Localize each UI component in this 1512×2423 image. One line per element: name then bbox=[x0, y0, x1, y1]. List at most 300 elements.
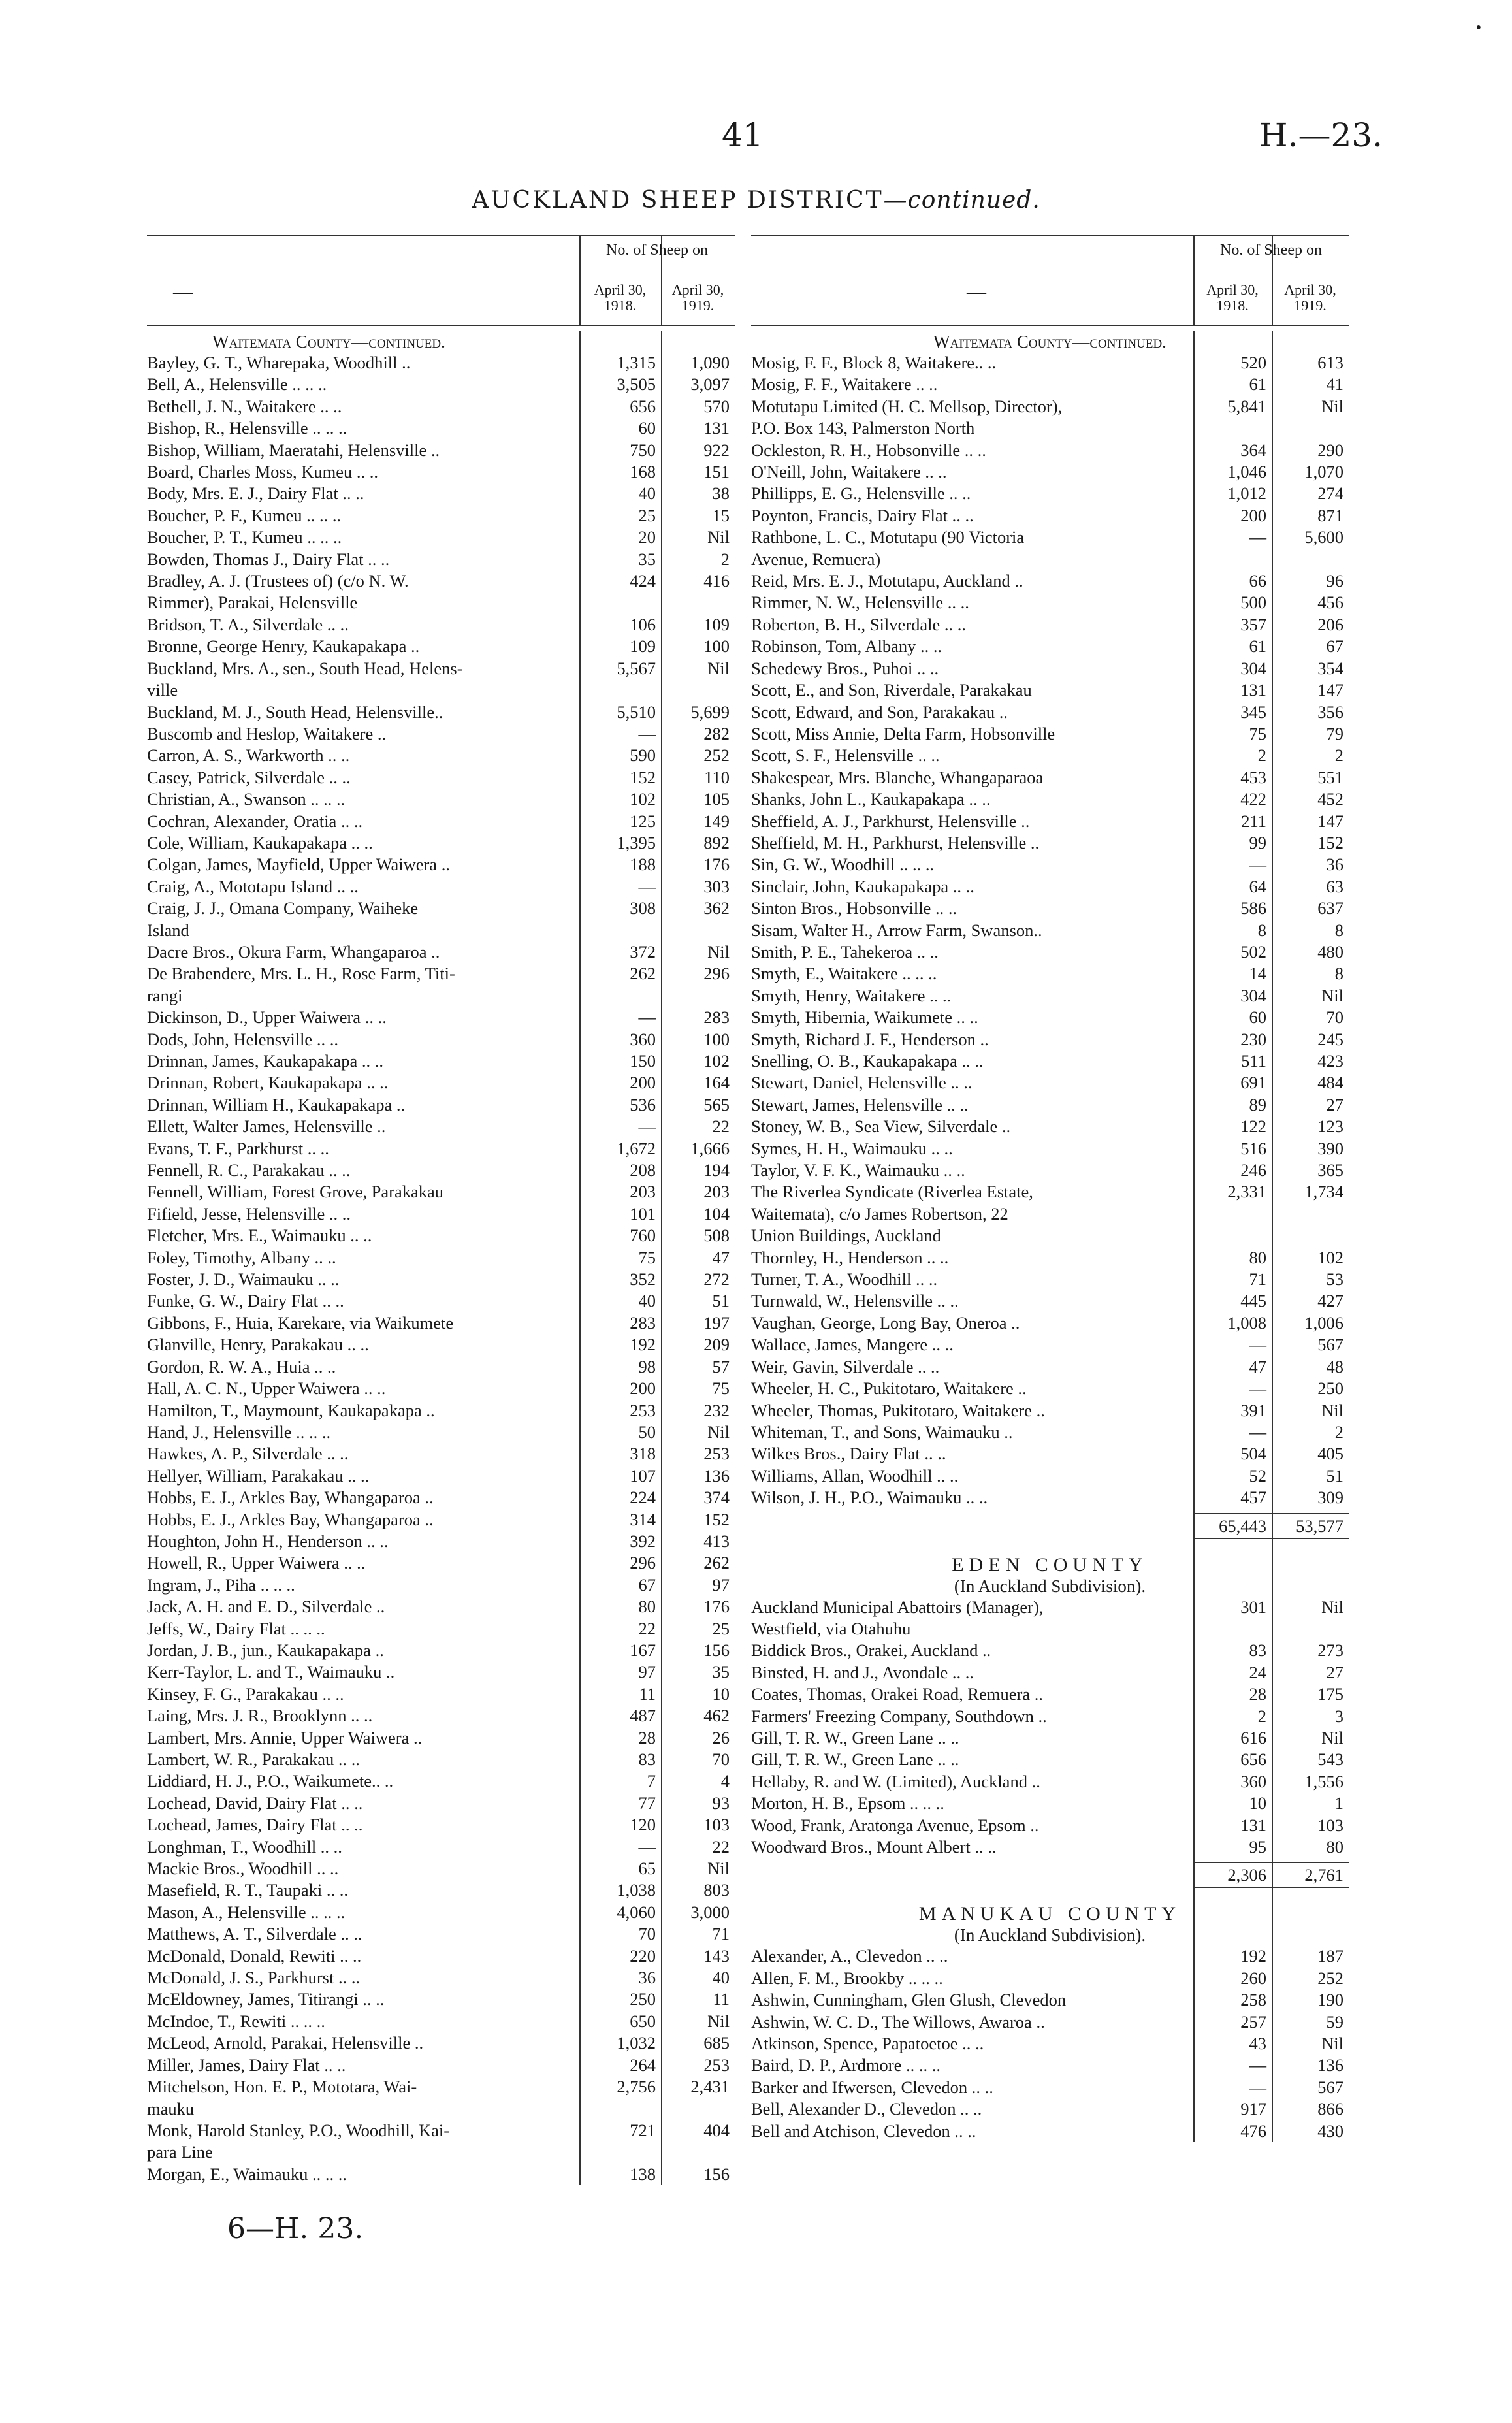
sheep-1919: 96 bbox=[1326, 571, 1343, 591]
sheep-1918: 372 bbox=[630, 941, 656, 962]
sheep-1919: 97 bbox=[712, 1574, 730, 1595]
table-row bbox=[751, 985, 1349, 1007]
sheep-1918: 5,510 bbox=[617, 702, 656, 722]
sheep-1918: 106 bbox=[630, 614, 656, 634]
table-row bbox=[147, 1793, 735, 1814]
sheep-1918: 28 bbox=[1249, 1684, 1266, 1704]
sheep-1918: 188 bbox=[630, 854, 656, 875]
sheep-1918: 3,505 bbox=[617, 374, 656, 395]
right-rows bbox=[751, 352, 1349, 1509]
table-row bbox=[147, 461, 735, 483]
owner-name: Craig, J. J., Omana Company, Waiheke Island bbox=[147, 898, 419, 940]
sheep-1919: Nil bbox=[1321, 1597, 1343, 1617]
sheep-1919: Nil bbox=[707, 1859, 730, 1879]
sheep-1919: 103 bbox=[703, 1815, 730, 1835]
sheep-1918: 360 bbox=[630, 1029, 656, 1049]
sheep-1919: 206 bbox=[1317, 614, 1343, 634]
owner-name: Mitchelson, Hon. E. P., Mototara, Wai- mauku bbox=[147, 2077, 417, 2119]
owner-name: Stewart, Daniel, Helensville .. .. bbox=[751, 1073, 973, 1093]
sheep-1919: 374 bbox=[703, 1488, 730, 1508]
owner-name: Scott, Miss Annie, Delta Farm, Hobsonville bbox=[751, 723, 1055, 743]
owner-name: Coates, Thomas, Orakei Road, Remuera .. bbox=[751, 1684, 1043, 1704]
table-row bbox=[147, 832, 735, 854]
table-row bbox=[751, 614, 1349, 636]
sheep-1919: 866 bbox=[1317, 2099, 1343, 2119]
table-row bbox=[751, 1422, 1349, 1443]
sheep-1918: 516 bbox=[1240, 1138, 1266, 1158]
sheep-1919: 70 bbox=[712, 1749, 730, 1769]
sheep-1919: 3 bbox=[1334, 1706, 1343, 1726]
owner-name: Jordan, J. B., jun., Kaukapakapa .. bbox=[147, 1640, 384, 1660]
sheep-1918: 253 bbox=[630, 1400, 656, 1420]
owner-name: Allen, F. M., Brookby .. .. .. bbox=[751, 1968, 943, 1988]
sheep-1918: 760 bbox=[630, 1226, 656, 1246]
sheep-1919: 1,734 bbox=[1304, 1182, 1343, 1202]
table-row bbox=[751, 1138, 1349, 1160]
sheep-1918: 20 bbox=[638, 527, 656, 547]
table-row bbox=[751, 854, 1349, 875]
table-row bbox=[147, 789, 735, 810]
sheep-1919: Nil bbox=[1321, 396, 1343, 416]
owner-name: Symes, H. H., Waimauku .. .. bbox=[751, 1138, 953, 1158]
sheep-1918: 1,046 bbox=[1227, 462, 1266, 482]
table-row bbox=[751, 658, 1349, 679]
table-row bbox=[147, 898, 735, 941]
owner-name: Howell, R., Upper Waiwera .. .. bbox=[147, 1553, 366, 1573]
table-row bbox=[751, 2033, 1349, 2055]
table-row bbox=[147, 1378, 735, 1399]
sheep-1919: 209 bbox=[703, 1335, 730, 1355]
table-row bbox=[147, 1618, 735, 1640]
sheep-1919: 296 bbox=[703, 964, 730, 984]
sheep-1919: Nil bbox=[1321, 2034, 1343, 2054]
table-row bbox=[147, 1661, 735, 1683]
sheep-1919: 105 bbox=[703, 789, 730, 809]
table-row bbox=[147, 1574, 735, 1596]
sheep-1918: 257 bbox=[1240, 2011, 1266, 2032]
table-row bbox=[751, 483, 1349, 504]
sheep-1919: 365 bbox=[1317, 1160, 1343, 1180]
owner-name: Wilkes Bros., Dairy Flat .. .. bbox=[751, 1444, 946, 1464]
owner-name: Bishop, William, Maeratahi, Helensville .. bbox=[147, 440, 440, 460]
owner-name: Roberton, B. H., Silverdale .. .. bbox=[751, 614, 966, 634]
sheep-1918: 125 bbox=[630, 811, 656, 831]
header-group: No. of Sheep on bbox=[1220, 242, 1322, 259]
sheep-1919: 175 bbox=[1317, 1684, 1343, 1704]
owner-name: Taylor, V. F. K., Waimauku .. .. bbox=[751, 1160, 965, 1180]
total-1918: 65,443 bbox=[1193, 1513, 1272, 1539]
sheep-1918: 131 bbox=[1240, 1815, 1266, 1835]
table-row bbox=[751, 352, 1349, 374]
sheep-1919: 567 bbox=[1317, 2077, 1343, 2097]
owner-name: Wilson, J. H., P.O., Waimauku .. .. bbox=[751, 1488, 988, 1508]
sheep-1919: 303 bbox=[703, 876, 730, 896]
owner-name: Drinnan, William H., Kaukapakapa .. bbox=[147, 1094, 406, 1114]
sheep-1918: 95 bbox=[1249, 1837, 1266, 1857]
table-row bbox=[147, 1596, 735, 1618]
sheep-1918: 5,567 bbox=[617, 658, 656, 678]
owner-name: Robinson, Tom, Albany .. .. bbox=[751, 636, 942, 657]
owner-name: McDonald, J. S., Parkhurst .. .. bbox=[147, 1968, 361, 1988]
owner-name: Cochran, Alexander, Oratia .. .. bbox=[147, 811, 363, 831]
owner-name: Buscomb and Heslop, Waitakere .. bbox=[147, 723, 387, 743]
table-row bbox=[147, 2120, 735, 2164]
sheep-1918: — bbox=[1249, 1335, 1266, 1355]
manukau-rows bbox=[751, 1945, 1349, 2142]
table-row bbox=[147, 1181, 735, 1203]
owner-name: Foley, Timothy, Albany .. .. bbox=[147, 1247, 336, 1267]
table-row bbox=[751, 505, 1349, 527]
sheep-1919: 67 bbox=[1326, 636, 1343, 657]
sheep-1919: 47 bbox=[712, 1247, 730, 1267]
sheep-1919: 1,666 bbox=[690, 1138, 730, 1158]
sheep-1918: 101 bbox=[630, 1203, 656, 1224]
sheep-1918: 131 bbox=[1240, 680, 1266, 700]
sheep-1918: 264 bbox=[630, 2055, 656, 2075]
owner-name: Ashwin, Cunningham, Glen Glush, Clevedon bbox=[751, 1990, 1067, 2010]
owner-name: Bronne, George Henry, Kaukapakapa .. bbox=[147, 636, 420, 657]
table-row bbox=[147, 1923, 735, 1945]
sheep-1919: 5,600 bbox=[1304, 527, 1343, 547]
sheep-1918: 109 bbox=[630, 636, 656, 657]
sheep-1918: 80 bbox=[638, 1597, 656, 1617]
sheep-1919: 80 bbox=[1326, 1837, 1343, 1857]
owner-name: Thornley, H., Henderson .. .. bbox=[751, 1247, 949, 1267]
owner-name: Turner, T. A., Woodhill .. .. bbox=[751, 1269, 938, 1290]
owner-name: McIndoe, T., Rewiti .. .. .. bbox=[147, 2011, 325, 2031]
sheep-1918: 1,032 bbox=[617, 2033, 656, 2053]
sheep-1918: 77 bbox=[638, 1793, 656, 1813]
page-dot-mark: • bbox=[1475, 20, 1483, 35]
sheep-1919: 10 bbox=[712, 1683, 730, 1704]
owner-name: Wood, Frank, Aratonga Avenue, Epsom .. bbox=[751, 1815, 1039, 1835]
table-row bbox=[751, 1443, 1349, 1465]
table-row bbox=[147, 767, 735, 789]
sheep-1918: 476 bbox=[1240, 2121, 1266, 2141]
sheep-1919: 456 bbox=[1317, 593, 1343, 613]
table-row bbox=[751, 1181, 1349, 1246]
owner-name: Jack, A. H. and E. D., Silverdale .. bbox=[147, 1597, 385, 1617]
sheep-1919: 803 bbox=[703, 1880, 730, 1900]
owner-name: Weir, Gavin, Silverdale .. .. bbox=[751, 1356, 940, 1376]
left-table-body bbox=[147, 331, 735, 2185]
sheep-1918: 650 bbox=[630, 2011, 656, 2031]
sheep-1918: 2 bbox=[1257, 1706, 1266, 1726]
owner-name: Fennell, William, Forest Grove, Parakakau bbox=[147, 1182, 443, 1202]
owner-name: Boucher, P. T., Kumeu .. .. .. bbox=[147, 527, 342, 547]
right-table-body bbox=[751, 331, 1349, 2142]
sheep-1918: 1,008 bbox=[1227, 1312, 1266, 1333]
sheep-1918: 364 bbox=[1240, 440, 1266, 460]
table-row bbox=[751, 1968, 1349, 1989]
sheep-1919: 508 bbox=[703, 1226, 730, 1246]
sheep-1918: 262 bbox=[630, 964, 656, 984]
sheep-1918: 211 bbox=[1241, 811, 1266, 831]
sheep-1918: 1,672 bbox=[617, 1138, 656, 1158]
table-row bbox=[751, 1029, 1349, 1050]
sheep-1919: 149 bbox=[703, 811, 730, 831]
sheep-1918: 392 bbox=[630, 1531, 656, 1551]
table-row bbox=[751, 1706, 1349, 1727]
owner-name: Hall, A. C. N., Upper Waiwera .. .. bbox=[147, 1378, 386, 1399]
sheep-1919: 22 bbox=[712, 1836, 730, 1857]
sheep-1919: 187 bbox=[1317, 1946, 1343, 1966]
owner-name: Wallace, James, Mangere .. .. bbox=[751, 1335, 954, 1355]
owner-name: Gill, T. R. W., Green Lane .. .. bbox=[751, 1727, 959, 1748]
owner-name: Board, Charles Moss, Kumeu .. .. bbox=[147, 462, 379, 482]
sheep-1918: 457 bbox=[1240, 1488, 1266, 1508]
owner-name: Biddick Bros., Orakei, Auckland .. bbox=[751, 1640, 991, 1661]
sheep-1919: 2 bbox=[1334, 1422, 1343, 1442]
owner-name: Lambert, W. R., Parakakau .. .. bbox=[147, 1749, 361, 1769]
sheep-1918: 200 bbox=[1240, 505, 1266, 525]
owner-name: Body, Mrs. E. J., Dairy Flat .. .. bbox=[147, 483, 364, 504]
owner-name: Shakespear, Mrs. Blanche, Whangaparaoa bbox=[751, 767, 1044, 787]
sheep-1919: 51 bbox=[1326, 1465, 1343, 1486]
sheep-1918: — bbox=[1249, 854, 1266, 875]
table-row bbox=[751, 1247, 1349, 1269]
owner-name: Longhman, T., Woodhill .. .. bbox=[147, 1836, 342, 1857]
sheep-1918: 656 bbox=[1240, 1749, 1266, 1770]
owner-name: Monk, Harold Stanley, P.O., Woodhill, Kai- para Line bbox=[147, 2120, 450, 2162]
sheep-1919: 35 bbox=[712, 1662, 730, 1682]
sheep-1919: 430 bbox=[1317, 2121, 1343, 2141]
table-row bbox=[751, 1640, 1349, 1661]
section-heading: Waitemata County—continued. bbox=[933, 332, 1166, 351]
table-row bbox=[147, 1640, 735, 1661]
sheep-1919: 102 bbox=[703, 1051, 730, 1071]
sheep-1918: 40 bbox=[638, 483, 656, 504]
table-row bbox=[147, 417, 735, 439]
owner-name: Hawkes, A. P., Silverdale .. .. bbox=[147, 1444, 349, 1464]
owner-name: Miller, James, Dairy Flat .. .. bbox=[147, 2055, 346, 2075]
table-row bbox=[147, 1160, 735, 1181]
sheep-1918: 2 bbox=[1257, 745, 1266, 766]
owner-name: De Brabendere, Mrs. L. H., Rose Farm, Titi- rangi bbox=[147, 964, 455, 1005]
sheep-1919: 109 bbox=[703, 614, 730, 634]
owner-name: Sisam, Walter H., Arrow Farm, Swanson.. bbox=[751, 920, 1042, 940]
table-row bbox=[751, 1662, 1349, 1683]
table-row bbox=[147, 1116, 735, 1137]
total-1918: 2,306 bbox=[1193, 1862, 1272, 1888]
owner-name: Bell and Atchison, Clevedon .. .. bbox=[751, 2121, 976, 2141]
table-row bbox=[751, 440, 1349, 461]
sheep-1919: 104 bbox=[703, 1203, 730, 1224]
sheep-1918: 24 bbox=[1249, 1662, 1266, 1682]
sheep-1918: 71 bbox=[1249, 1269, 1266, 1290]
sheep-1918: 318 bbox=[630, 1444, 656, 1464]
table-row bbox=[147, 1705, 735, 1727]
sheep-1918: 590 bbox=[630, 745, 656, 766]
table-row bbox=[147, 1400, 735, 1422]
sheep-1918: 1,395 bbox=[617, 832, 656, 853]
sheep-1919: 1,090 bbox=[690, 353, 730, 372]
sheep-1918: 1,038 bbox=[617, 1880, 656, 1900]
owner-name: Fletcher, Mrs. E., Waimauku .. .. bbox=[147, 1226, 372, 1246]
sheep-1918: 167 bbox=[630, 1640, 656, 1660]
sheep-1918: 917 bbox=[1240, 2099, 1266, 2119]
sheep-1918: — bbox=[1249, 1378, 1266, 1399]
sheep-1918: — bbox=[1249, 527, 1266, 547]
table-row bbox=[147, 1770, 735, 1792]
owner-name: Fifield, Jesse, Helensville .. .. bbox=[147, 1203, 351, 1224]
sheep-1918: 60 bbox=[1249, 1007, 1266, 1028]
owner-name: Bishop, R., Helensville .. .. .. bbox=[147, 418, 347, 438]
owner-name: Laing, Mrs. J. R., Brooklynn .. .. bbox=[147, 1706, 373, 1726]
owner-name: Casey, Patrick, Silverdale .. .. bbox=[147, 767, 351, 787]
sheep-1919: 147 bbox=[1317, 680, 1343, 700]
table-row bbox=[147, 1814, 735, 1836]
table-row bbox=[751, 396, 1349, 440]
header-col2: April 30, 1919. bbox=[671, 282, 724, 314]
table-row bbox=[751, 2077, 1349, 2098]
sheep-1919: 232 bbox=[703, 1400, 730, 1420]
owner-name: Phillipps, E. G., Helensville .. .. bbox=[751, 483, 971, 504]
owner-name: Rimmer, N. W., Helensville .. .. bbox=[751, 593, 969, 613]
sheep-1918: 304 bbox=[1240, 658, 1266, 678]
table-row bbox=[147, 570, 735, 614]
sheep-1919: 27 bbox=[1326, 1094, 1343, 1114]
table-row bbox=[147, 1094, 735, 1116]
owner-name: Gordon, R. W. A., Huia .. .. bbox=[147, 1356, 336, 1376]
table-row bbox=[751, 1007, 1349, 1028]
sheep-1919: 484 bbox=[1317, 1073, 1343, 1093]
sheep-1919: 110 bbox=[704, 767, 730, 787]
table-row bbox=[147, 1967, 735, 1989]
owner-name: Mackie Bros., Woodhill .. .. bbox=[147, 1859, 339, 1879]
table-row bbox=[147, 549, 735, 570]
sheep-1919: 354 bbox=[1317, 658, 1343, 678]
page-footer: 6—H. 23. bbox=[227, 2212, 364, 2245]
sheep-1918: — bbox=[638, 876, 656, 896]
sheep-1918: — bbox=[638, 723, 656, 743]
sheep-1918: 50 bbox=[638, 1422, 656, 1442]
table-row bbox=[751, 1269, 1349, 1290]
table-row bbox=[147, 1334, 735, 1356]
header-col1: April 30, 1918. bbox=[594, 282, 647, 314]
owner-name: Dacre Bros., Okura Farm, Whangaparoa .. bbox=[147, 941, 440, 962]
sheep-1919: 427 bbox=[1317, 1291, 1343, 1311]
sheep-1919: 567 bbox=[1317, 1335, 1343, 1355]
table-row bbox=[147, 483, 735, 504]
sheep-1919: 147 bbox=[1317, 811, 1343, 831]
table-row bbox=[751, 1312, 1349, 1334]
sheep-1919: 38 bbox=[712, 483, 730, 504]
sheep-1919: 685 bbox=[703, 2033, 730, 2053]
table-row bbox=[147, 1443, 735, 1465]
sheep-1919: 3,097 bbox=[690, 374, 730, 395]
sheep-1918: 504 bbox=[1240, 1444, 1266, 1464]
sheep-1919: 70 bbox=[1326, 1007, 1343, 1028]
sheep-1919: 273 bbox=[1317, 1640, 1343, 1661]
table-row bbox=[147, 723, 735, 745]
right-table-header bbox=[751, 235, 1349, 326]
table-row bbox=[147, 396, 735, 417]
sheep-1919: 405 bbox=[1317, 1444, 1343, 1464]
sheep-1918: 502 bbox=[1240, 941, 1266, 962]
sheep-1919: 413 bbox=[703, 1531, 730, 1551]
table-row bbox=[147, 374, 735, 395]
table-row bbox=[751, 876, 1349, 898]
table-row bbox=[147, 1247, 735, 1269]
sheep-1918: 453 bbox=[1240, 767, 1266, 787]
sheep-1918: 14 bbox=[1249, 964, 1266, 984]
sheep-1919: 283 bbox=[703, 1007, 730, 1028]
sheep-1918: 691 bbox=[1240, 1073, 1266, 1093]
sheep-1919: 15 bbox=[712, 505, 730, 525]
sheep-1919: 57 bbox=[712, 1356, 730, 1376]
sheep-1919: 40 bbox=[712, 1968, 730, 1988]
header-dash: — bbox=[967, 281, 986, 302]
owner-name: Poynton, Francis, Dairy Flat .. .. bbox=[751, 505, 974, 525]
table-row bbox=[147, 1007, 735, 1028]
section-heading: Waitemata County—continued. bbox=[212, 332, 445, 351]
eden-county-sub: (In Auckland Subdivision). bbox=[954, 1576, 1146, 1596]
sheep-1918: 61 bbox=[1249, 636, 1266, 657]
sheep-1919: 190 bbox=[1317, 1990, 1343, 2010]
sheep-1918: 314 bbox=[630, 1509, 656, 1529]
sheep-1918: 345 bbox=[1240, 702, 1266, 722]
table-row bbox=[751, 963, 1349, 984]
title-continued: —continued. bbox=[883, 187, 1040, 214]
sheep-1918: 424 bbox=[630, 571, 656, 591]
sheep-1918: 83 bbox=[638, 1749, 656, 1769]
table-row bbox=[751, 1094, 1349, 1116]
owner-name: Scott, S. F., Helensville .. .. bbox=[751, 745, 940, 766]
sheep-1918: 360 bbox=[1240, 1771, 1266, 1791]
sheep-1919: Nil bbox=[707, 527, 730, 547]
table-row bbox=[751, 1290, 1349, 1312]
table-row bbox=[147, 1072, 735, 1094]
table-row bbox=[147, 963, 735, 1007]
eden-county-title: EDEN COUNTY bbox=[952, 1553, 1148, 1576]
sheep-1919: 51 bbox=[712, 1291, 730, 1311]
table-row bbox=[751, 1378, 1349, 1399]
sheep-1918: 75 bbox=[1249, 723, 1266, 743]
page-title bbox=[0, 187, 1512, 214]
sheep-1919: 1,006 bbox=[1304, 1312, 1343, 1333]
table-row bbox=[147, 1836, 735, 1858]
owner-name: Sheffield, M. H., Parkhurst, Helensville .. bbox=[751, 832, 1040, 853]
sheep-1918: 586 bbox=[1240, 898, 1266, 919]
table-row bbox=[751, 1050, 1349, 1072]
sheep-1918: 80 bbox=[1249, 1247, 1266, 1267]
owner-name: Ockleston, R. H., Hobsonville .. .. bbox=[751, 440, 986, 460]
sheep-1919: 8 bbox=[1334, 964, 1343, 984]
sheep-1918: 70 bbox=[638, 1924, 656, 1944]
sheep-1919: 48 bbox=[1326, 1356, 1343, 1376]
owner-name: Hand, J., Helensville .. .. .. bbox=[147, 1422, 331, 1442]
sheep-1919: 156 bbox=[703, 2164, 730, 2184]
sheep-1919: 1,070 bbox=[1304, 462, 1343, 482]
sheep-1919: 272 bbox=[703, 1269, 730, 1290]
sheep-1918: 220 bbox=[630, 1945, 656, 1966]
owner-name: Snelling, O. B., Kaukapakapa .. .. bbox=[751, 1051, 984, 1071]
sheep-1919: 26 bbox=[712, 1727, 730, 1748]
sheep-1918: 445 bbox=[1240, 1291, 1266, 1311]
table-row bbox=[147, 876, 735, 898]
sheep-1918: 2,331 bbox=[1227, 1182, 1266, 1202]
sheep-1918: 283 bbox=[630, 1312, 656, 1333]
table-row bbox=[147, 1050, 735, 1072]
owner-name: Buckland, Mrs. A., sen., South Head, Helens- ville bbox=[147, 658, 463, 700]
table-row bbox=[751, 745, 1349, 766]
owner-name: Turnwald, W., Helensville .. .. bbox=[751, 1291, 959, 1311]
sheep-1918: 536 bbox=[630, 1094, 656, 1114]
sheep-1918: 83 bbox=[1249, 1640, 1266, 1661]
sheep-1919: 480 bbox=[1317, 941, 1343, 962]
sheep-1919: Nil bbox=[1321, 985, 1343, 1005]
